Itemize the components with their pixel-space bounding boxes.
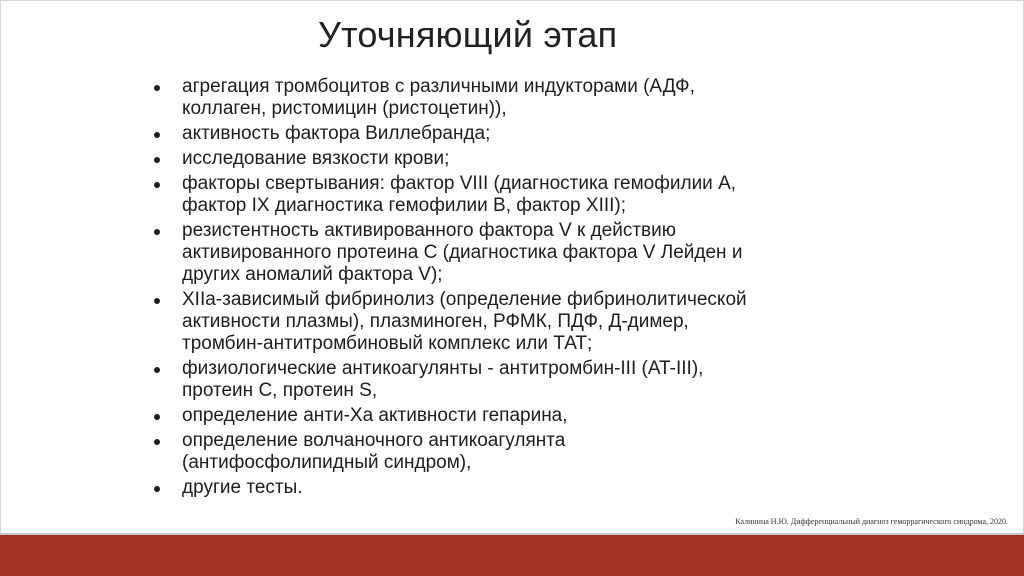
bullet-item: [150, 289, 870, 355]
bullet-text: резистентность активированного фактора V к действию активированного протеина С (диагностика фактора V Лейден и других аномалий фактора V);: [182, 220, 743, 285]
bullet-text: XIIa-зависимый фибринолиз (определение фибринолитической активности плазмы), плазминоген, РФМК, ПДФ, Д-димер, тромбин-антитромбиновый комплекс или ТАТ;: [182, 289, 747, 354]
bullet-dot-icon: [154, 414, 160, 420]
bullet-dot-icon: [154, 298, 160, 304]
bullet-item: [150, 173, 870, 217]
bullet-text: исследование вязкости крови;: [182, 148, 450, 169]
bullet-text: агрегация тромбоцитов с различными индукторами (АДФ, коллаген, ристомицин (ристоцетин)),: [182, 76, 695, 119]
bullet-item: [150, 358, 870, 402]
bullet-item: [150, 220, 870, 286]
footer-band: [0, 533, 1024, 576]
bullet-dot-icon: [154, 229, 160, 235]
slide-title: Уточняющий этап: [318, 14, 618, 55]
bullet-dot-icon: [154, 132, 160, 138]
bullet-text: определение волчаночного антикоагулянта (антифосфолипидный синдром),: [182, 430, 566, 473]
bullet-item: [150, 477, 870, 499]
bullet-dot-icon: [154, 439, 160, 445]
bullet-list: [150, 76, 870, 502]
bullet-text: определение анти-Ха активности гепарина,: [182, 405, 568, 426]
bullet-dot-icon: [154, 486, 160, 492]
bullet-item: [150, 76, 870, 120]
bullet-dot-icon: [154, 367, 160, 373]
bullet-text: активность фактора Виллебранда;: [182, 123, 491, 144]
bullet-dot-icon: [154, 157, 160, 163]
bullet-dot-icon: [154, 182, 160, 188]
bullet-item: [150, 405, 870, 427]
bullet-item: [150, 430, 870, 474]
bullet-item: [150, 123, 870, 145]
bullet-dot-icon: [154, 85, 160, 91]
bullet-text: факторы свертывания: фактор VIII (диагностика гемофилии А, фактор IX диагностика гемофилии В, фактор XIII);: [182, 173, 737, 216]
bullet-text: физиологические антикоагулянты - антитромбин-III (AT-III), протеин С, протеин S,: [182, 358, 704, 401]
bullet-text: другие тесты.: [182, 477, 303, 498]
citation: Калинина Н.Ю. Дифференциальный диагноз геморрагического синдрома, 2020.: [735, 517, 1008, 526]
bullet-item: [150, 148, 870, 170]
